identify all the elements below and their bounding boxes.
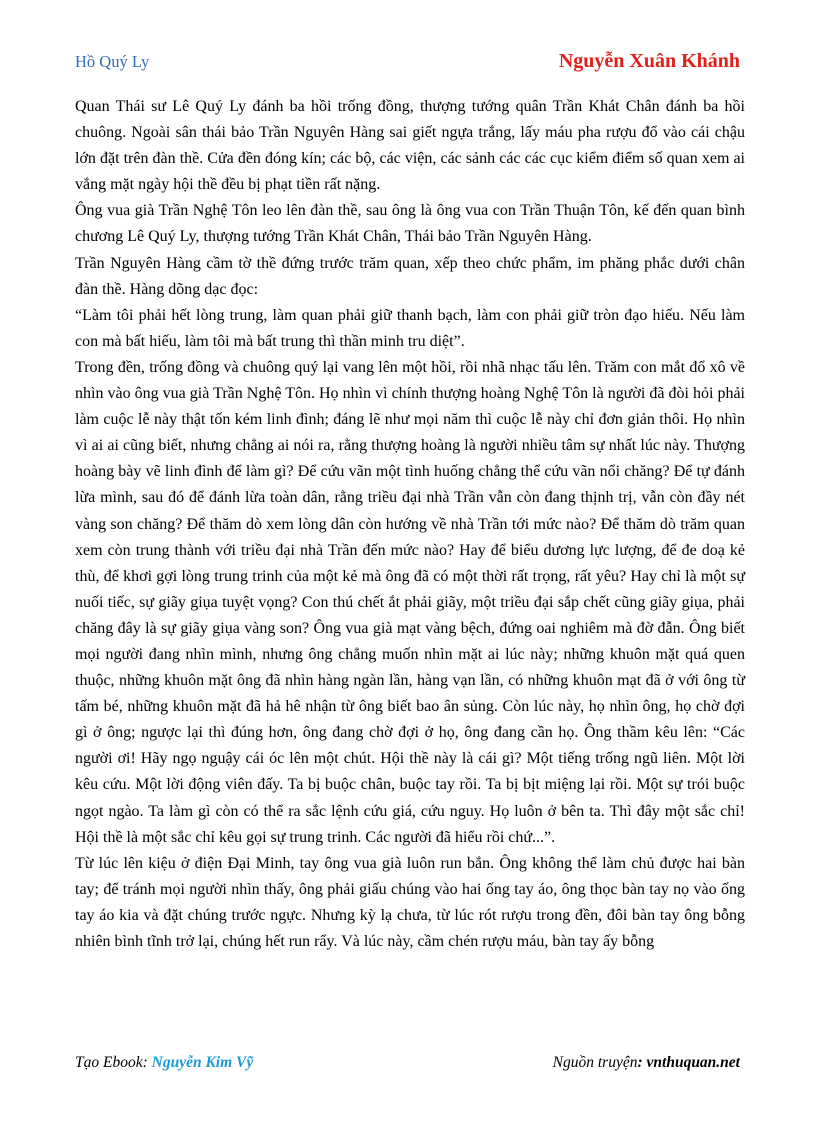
book-title: Hồ Quý Ly [75, 52, 150, 71]
ebook-credit [75, 1054, 253, 1072]
page-body [75, 94, 745, 955]
source-site: vnthuquan.net [646, 1054, 740, 1071]
paragraph: Từ lúc lên kiệu ở điện Đại Minh, tay ông vua già luôn run bắn. Ông không thể làm chủ được hai bàn tay; để tránh mọi người nhìn thấy, ông phải giấu chúng vào hai ống tay áo, ông thọc bàn tay nọ vào ống tay áo kia và đặt chúng trước ngực. Nhưng kỳ lạ chưa, từ lúc rót rượu trong đền, đôi bàn tay ông bỗng nhiên bình tĩnh trở lại, chúng hết run rẩy. Và lúc này, cầm chén rượu máu, bàn tay ấy bỗng [75, 854, 745, 950]
source-credit [553, 1054, 740, 1072]
ebook-separator: : [142, 1054, 152, 1071]
paragraph: Quan Thái sư Lê Quý Ly đánh ba hồi trống đồng, thượng tướng quân Trần Khát Chân đánh ba hồi chuông. Ngoài sân thái bảo Trần Nguyên Hàng sai giết ngựa trắng, lấy máu pha rượu đổ vào cái chậu lớn đặt trên đàn thề. Cửa đền đóng kín; các bộ, các viện, các sảnh các các cục kiểm điểm số quan xem ai vắng mặt ngày hội thề đều bị phạt tiền rất nặng. [75, 98, 745, 194]
ebook-creator: Nguyễn Kim Vỹ [151, 1054, 254, 1071]
page-footer [75, 1054, 740, 1076]
source-separator: : [637, 1054, 647, 1071]
page-header [75, 50, 740, 76]
paragraph: Trong đền, trống đồng và chuông quý lại vang lên một hồi, rồi nhã nhạc tấu lên. Trăm con mắt đổ xô về nhìn vào ông vua già Trần Nghệ Tôn. Họ nhìn vì chính thượng hoàng Nghệ Tôn là người đã đòi hỏi phải làm cuộc lễ này thật tốn kém linh đình; đáng lẽ như mọi năm thì cuộc lễ này chỉ đơn giản thôi. Họ nhìn vì ai ai cũng biết, nhưng chẳng ai nói ra, rằng thượng hoàng là người nhiều tâm sự nhất lúc này. Thượng hoàng bày vẽ linh đình để làm gì? Để cứu vãn một tình huống chẳng thể cứu vãn nổi chăng? Để tự đánh lừa mình, sau đó để đánh lừa toàn dân, rằng triều đại nhà Trần vẫn còn đang thịnh trị, vẫn còn đầy nét vàng son chăng? Để thăm dò xem lòng dân còn hướng về nhà Trần tới mức nào? Để thăm dò trăm quan xem còn trung thành với triều đại nhà Trần đến mức nào? Hay để biểu dương lực lượng, để đe doạ kẻ thù, để khơi gợi lòng trung trinh của một kẻ mà ông đã có một thời rất trọng, rất yêu? Hay chỉ là một sự nuối tiếc, sự giãy giụa tuyệt vọng? Con thú chết ắt phải giãy, một triều đại sắp chết cũng giãy giụa, phải chăng đây là sự giãy giụa vàng son? Ông vua già mạt vàng bệch, đứng oai nghiêm mà đờ đẫn. Ông biết mọi người đang nhìn mình, nhưng ông chẳng muốn nhìn mặt ai lúc này; những khuôn mặt quá quen thuộc, những khuôn mặt ông đã nhìn hàng ngàn lần, hàng vạn lần, có những khuôn mạt đã ở với ông từ tấm bé, những khuôn mặt đã hả hê nhận từ ông biết bao ân sủng. Còn lúc này, họ nhìn ông, họ chờ đợi gì ở ông; ngược lại thì đúng hơn, ông đang chờ đợi ở họ, ông đang cần họ. Ông thầm kêu lên: “Các người ơi! Hãy ngọ nguậy cái óc lên một chút. Hội thề này là cái gì? Một tiếng trống ngũ liên. Một lời kêu cứu. Một lời động viên đấy. Ta bị buộc chân, buộc tay rồi. Ta bị bịt miệng lại rồi. Một sự trói buộc ngọt ngào. Ta làm gì còn có thể ra sắc lệnh cứu giá, cứu nguy. Họ luôn ở bên ta. Thì đây một sắc chỉ! Hội thề là một sắc chỉ kêu gọi sự trung trinh. Các người đã hiểu rồi chứ...”. [75, 358, 745, 846]
paragraph: Trần Nguyên Hàng cầm tờ thề đứng trước trăm quan, xếp theo chức phẩm, im phăng phắc dưới chân đàn thề. Hàng dõng dạc đọc: [75, 254, 745, 298]
source-label: Nguồn truyện [552, 1054, 638, 1071]
ebook-label: Tạo Ebook [75, 1054, 143, 1071]
author-name: Nguyễn Xuân Khánh [558, 50, 740, 72]
paragraph: Ông vua già Trần Nghệ Tôn leo lên đàn thề, sau ông là ông vua con Trần Thuận Tôn, kế đến quan bình chương Lê Quý Ly, thượng tướng Trần Khát Chân, Thái bảo Trần Nguyên Hàng. [75, 202, 745, 246]
paragraph: “Làm tôi phải hết lòng trung, làm quan phải giữ thanh bạch, làm con phải giữ tròn đạo hiếu. Nếu làm con mà bất hiếu, làm tôi mà bất trung thì thần minh tru diệt”. [75, 306, 745, 350]
